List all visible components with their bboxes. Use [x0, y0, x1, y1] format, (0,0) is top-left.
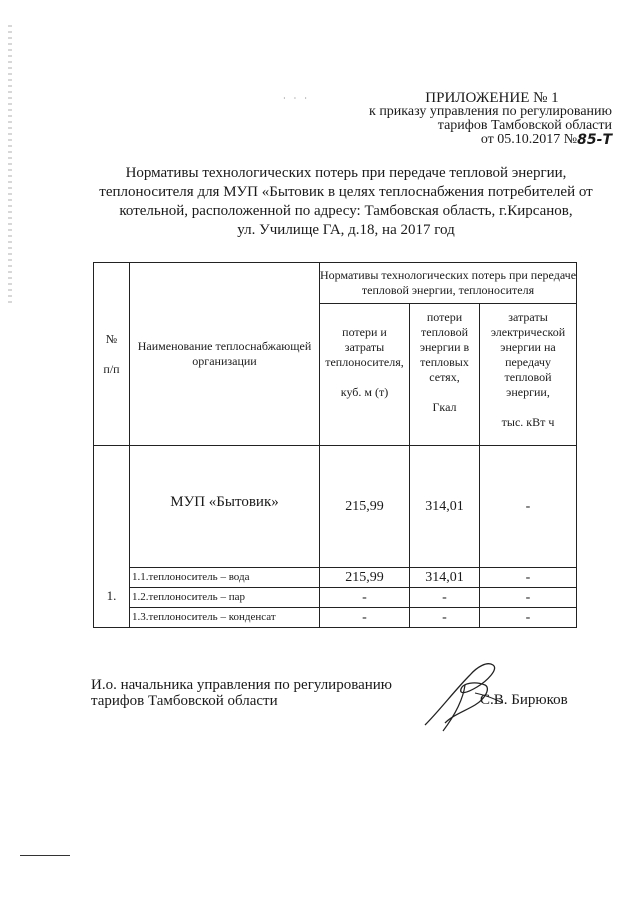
row-electricity-value: - [480, 568, 577, 588]
table-row [94, 588, 577, 608]
heading-line2: теплоносителя для МУП «Бытовик в целях теплоснабжения потребителей от [99, 184, 593, 200]
row-coolant-value: - [320, 608, 410, 628]
header-c-line2: электрической [490, 325, 566, 339]
header-coolant-losses [320, 304, 410, 446]
org-electricity-value: - [480, 446, 577, 568]
header-c-line4: передачу [505, 355, 551, 369]
header-c-unit: тыс. кВт ч [501, 415, 555, 429]
table-row [94, 446, 577, 568]
header-a-line2: затраты [344, 340, 385, 354]
signature-position-line1: И.о. начальника управления по регулированию [91, 677, 393, 693]
row-electricity-value: - [480, 608, 577, 628]
row-heat-value: 314,01 [410, 568, 480, 588]
row-heat-value: - [410, 608, 480, 628]
org-name: МУП «Бытовик» [130, 446, 320, 568]
header-group: Нормативы технологических потерь при передаче тепловой энергии, теплоносителя [320, 263, 577, 304]
order-number: 85-Т [577, 132, 612, 148]
heading-line4: ул. Училище ГА, д.18, на 2017 год [237, 222, 455, 238]
table-row [94, 568, 577, 588]
header-number-sign: № [105, 331, 118, 346]
signature-position-line2: тарифов Тамбовской области [91, 693, 278, 709]
row-number: 1. [94, 446, 130, 628]
signer-name: С.В. Бирюков [480, 692, 568, 708]
header-c-line5: тепловой [504, 370, 552, 384]
scan-edge-noise [8, 25, 12, 305]
heading-line1: Нормативы технологических потерь при передаче тепловой энергии, [125, 165, 567, 181]
heading-line3: котельной, расположенной по адресу: Тамбовская область, г.Кирсанов, [119, 203, 573, 219]
header-a-line3: теплоносителя, [325, 355, 404, 369]
table-header-row [94, 263, 577, 304]
header-b-line4: тепловых [420, 355, 469, 369]
header-a-unit: куб. м (т) [340, 385, 389, 399]
row-coolant-value: - [320, 588, 410, 608]
header-number-pp: п/п [103, 361, 120, 376]
header-a-line1: потери и [342, 325, 387, 339]
row-label: 1.2.теплоноситель – пар [130, 588, 320, 608]
row-electricity-value: - [480, 588, 577, 608]
header-b-line5: сетях, [429, 370, 460, 384]
row-label: 1.1.теплоноситель – вода [130, 568, 320, 588]
header-b-unit: Гкал [432, 400, 457, 414]
signature-block [91, 677, 392, 709]
header-electricity [480, 304, 577, 446]
header-org-name: Наименование теплоснабжающей организации [130, 263, 320, 446]
org-heat-value: 314,01 [410, 446, 480, 568]
appendix-line2: тарифов Тамбовской области [437, 118, 612, 133]
appendix-title: ПРИЛОЖЕНИЕ № 1 [425, 90, 559, 106]
scan-dots: · · · [283, 94, 310, 103]
header-c-line6: энергии, [506, 385, 550, 399]
appendix-date-line [312, 133, 612, 147]
header-c-line1: затраты [508, 310, 548, 324]
header-heat-losses [410, 304, 480, 446]
appendix-block [312, 91, 612, 147]
header-b-line3: энергии в [419, 340, 470, 354]
appendix-line1: к приказу управления по регулированию [369, 104, 612, 119]
header-c-line3: энергии на [500, 340, 556, 354]
row-heat-value: - [410, 588, 480, 608]
appendix-date: от 05.10.2017 № [480, 132, 578, 147]
row-label: 1.3.теплоноситель – конденсат [130, 608, 320, 628]
norms-table [93, 262, 577, 628]
org-coolant-value: 215,99 [320, 446, 410, 568]
header-b-line1: потери [426, 310, 463, 324]
header-b-line2: тепловой [421, 325, 468, 339]
row-coolant-value: 215,99 [320, 568, 410, 588]
header-number [94, 263, 130, 446]
table-row [94, 608, 577, 628]
document-heading [90, 164, 602, 240]
scan-mark [20, 855, 70, 856]
